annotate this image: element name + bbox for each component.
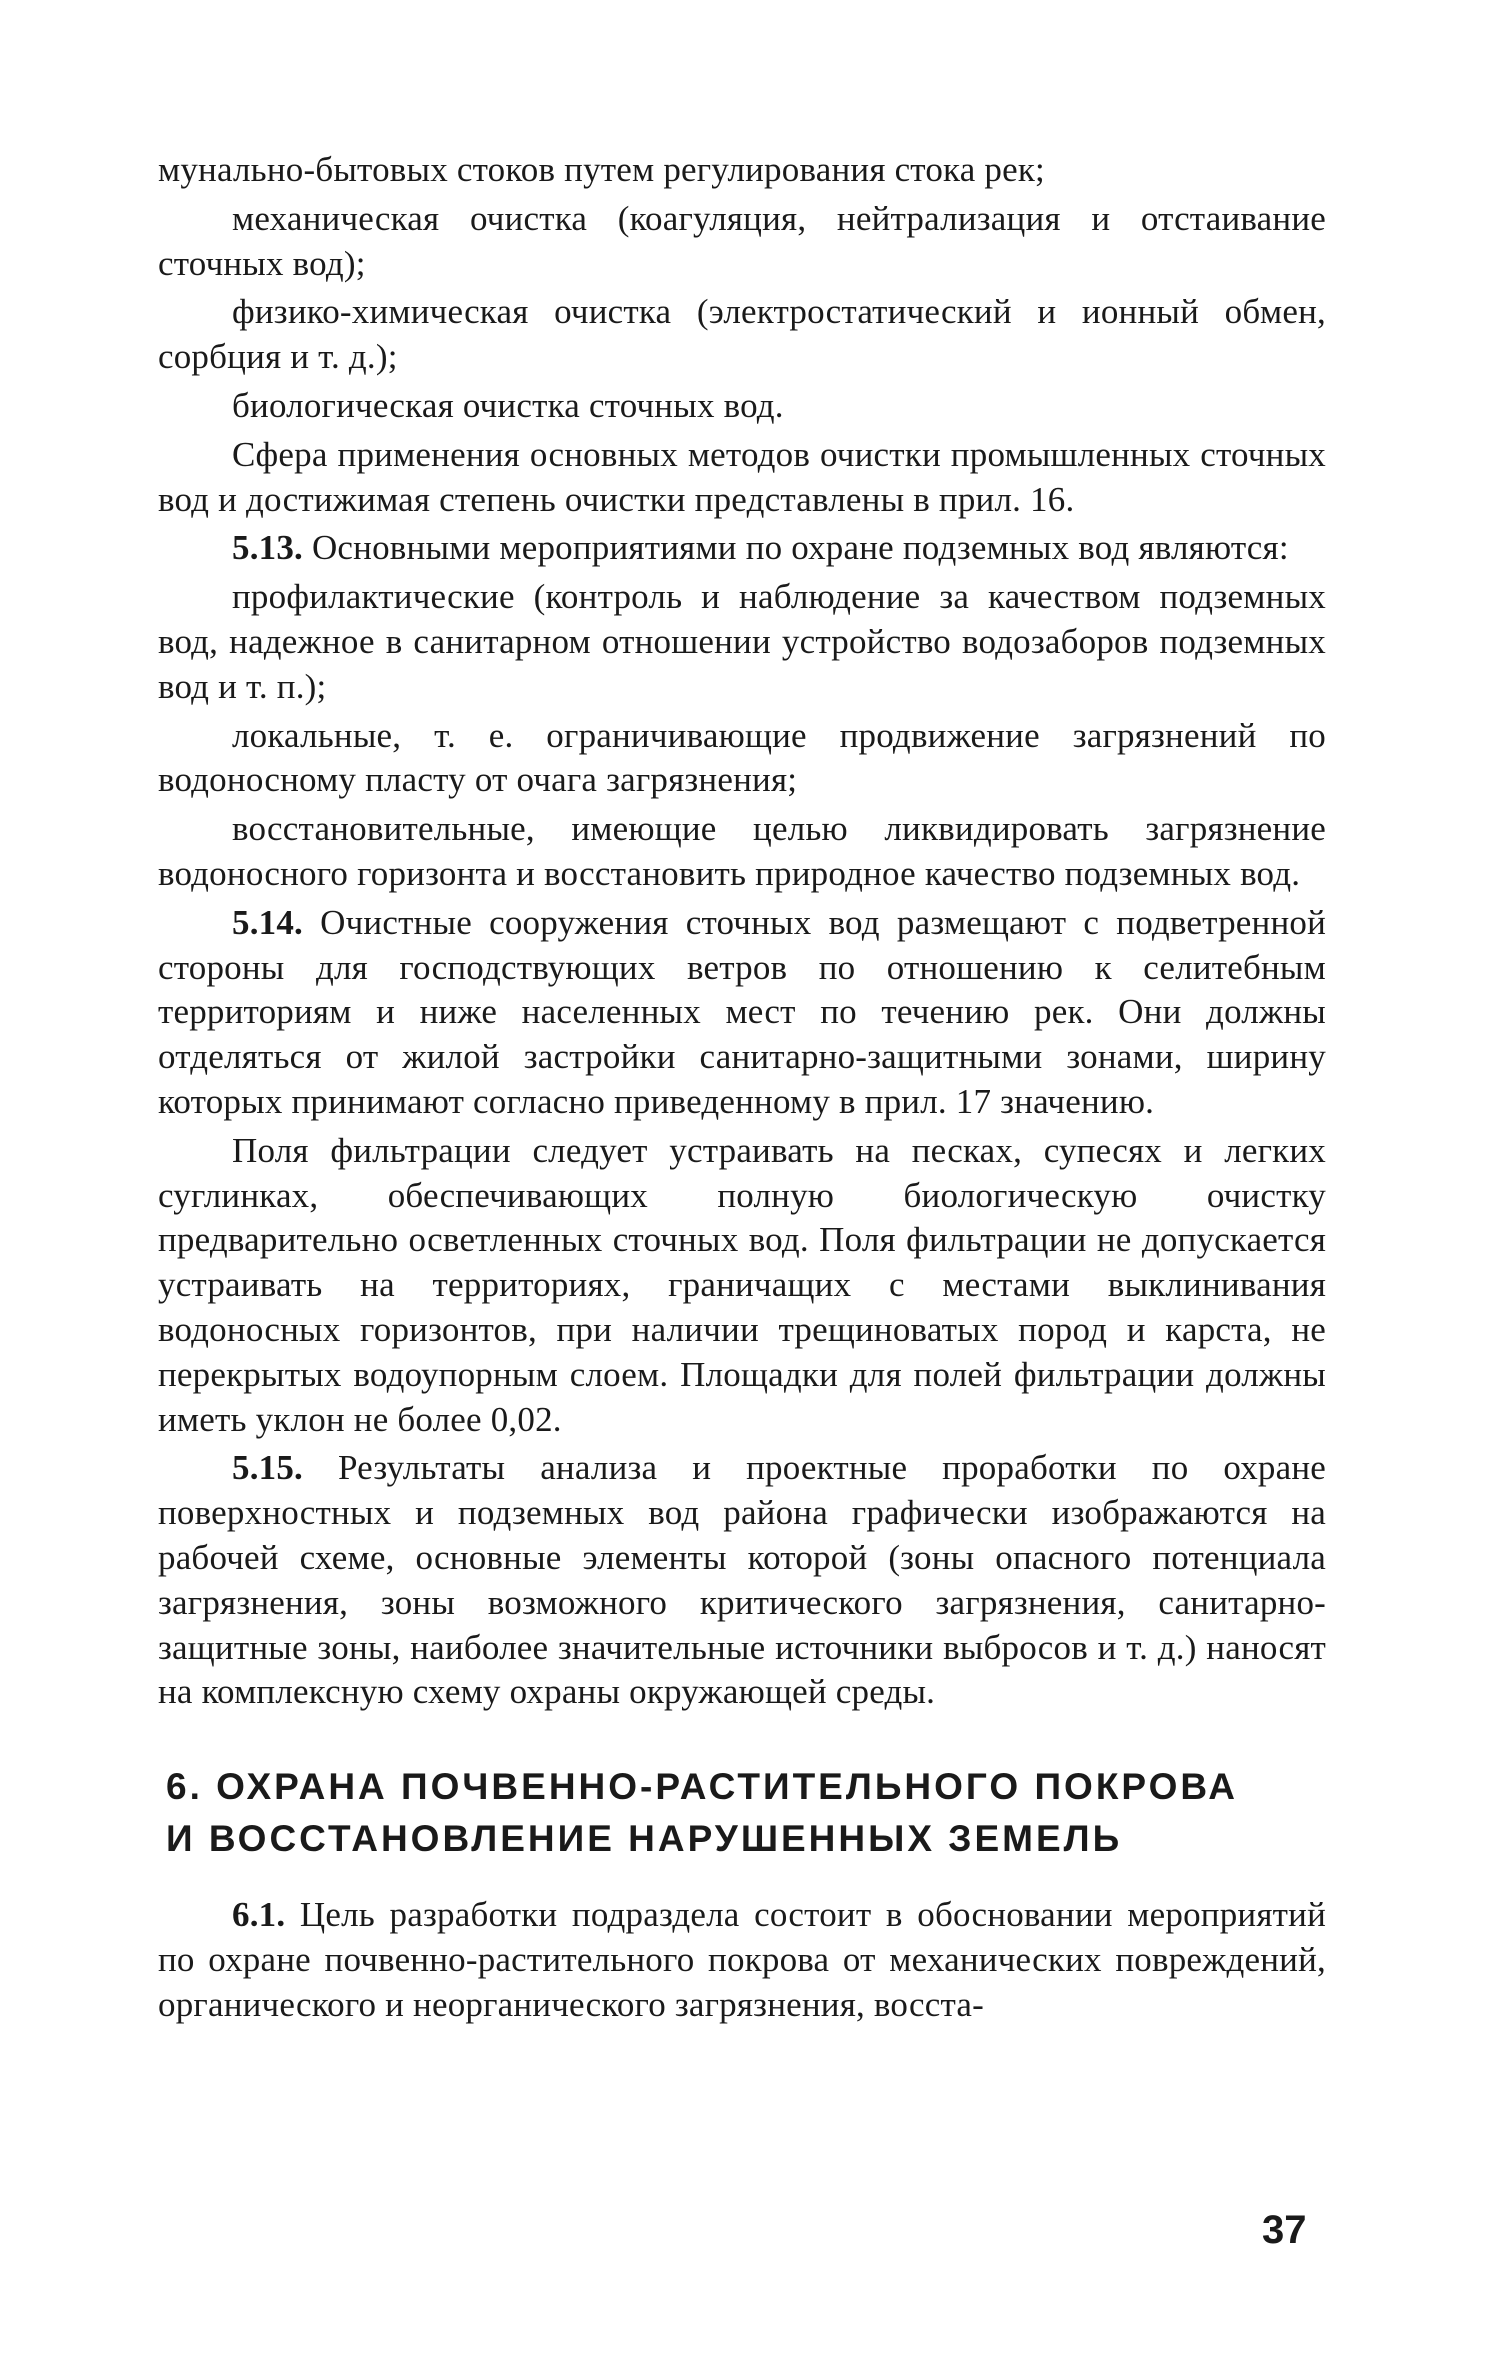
section-number: 5.15. (232, 1448, 303, 1488)
chapter-heading-line1: 6. ОХРАНА ПОЧВЕННО-РАСТИТЕЛЬНОГО ПОКРОВА (166, 1766, 1238, 1808)
section-text: Очистные сооружения сточных вод размещают с подветренной стороны для господствующих ветров по отношению к селитебным территориям и ниже населенных мест по течению рек. Они должны отделяться от жилой застройки санитарно-защитными зонами, ширину которых принимают согласно приведенному в прил. 17 значению. (158, 902, 1326, 1121)
paragraph-biological-cleaning: биологическая очистка сточных вод. (232, 385, 784, 425)
paragraph-local: локальные, т. е. ограничивающие продвижение загрязнений по водоносному пласту от очага загрязнения; (158, 715, 1326, 800)
section-number: 6.1. (232, 1895, 286, 1935)
document-page (158, 148, 1326, 2031)
paragraph-continuation: мунально-бытовых стоков путем регулирования стока рек; (158, 150, 1045, 189)
paragraph-preventive: профилактические (контроль и наблюдение за качеством подземных вод, надежное в санитарном отношении устройство водозаборов подземных вод и т. п.); (158, 577, 1326, 706)
section-6-1 (158, 1893, 1326, 2027)
section-number: 5.14. (232, 902, 303, 942)
paragraph-application-scope: Сфера применения основных методов очистки промышленных сточных вод и достижимая степень очистки представлены в прил. 16. (158, 434, 1326, 519)
paragraph-filtration-fields: Поля фильтрации следует устраивать на песках, супесях и легких суглинках, обеспечивающих полную биологическую очистку предварительно осветленных сточных вод. Поля фильтрации не допускается устраивать на территориях, граничащих с местами выклинивания водоносных горизонтов, при наличии трещиноватых пород и карста, не перекрытых водоупорным слоем. Площадки для полей фильтрации должны иметь уклон не более 0,02. (158, 1130, 1326, 1439)
paragraph-physchem-cleaning: физико-химическая очистка (электростатический и ионный обмен, сорбция и т. д.); (158, 292, 1326, 377)
section-text: Результаты анализа и проектные проработки по охране поверхностных и подземных вод района графически изображаются на рабочей схеме, основные элементы которой (зоны опасного потенциала загрязнения, зоны возможного критического загрязнения, санитарно-защитные зоны, наиболее значительные источники выбросов и т. д.) наносят на комплексную схему охраны окружающей среды. (158, 1448, 1326, 1712)
section-5-13 (158, 526, 1326, 571)
paragraph-restorative: восстановительные, имеющие целью ликвидировать загрязнение водоносного горизонта и восстановить природное качество подземных вод. (158, 809, 1326, 893)
chapter-heading-line2: И ВОССТАНОВЛЕНИЕ НАРУШЕННЫХ ЗЕМЕЛЬ (166, 1818, 1123, 1860)
section-5-14 (158, 901, 1326, 1125)
section-text: Основными мероприятиями по охране подземных вод являются: (303, 528, 1289, 568)
section-5-15 (158, 1446, 1326, 1715)
section-text: Цель разработки подраздела состоит в обосновании мероприятий по охране почвенно-растительного покрова от механических повреждений, органического и неорганического загрязнения, восста- (158, 1895, 1326, 2024)
page-number: 37 (1262, 2208, 1307, 2252)
chapter-heading (166, 1761, 1326, 1865)
paragraph-mechanical-cleaning: механическая очистка (коагуляция, нейтрализация и отстаивание сточных вод); (158, 198, 1326, 283)
section-number: 5.13. (232, 528, 303, 568)
